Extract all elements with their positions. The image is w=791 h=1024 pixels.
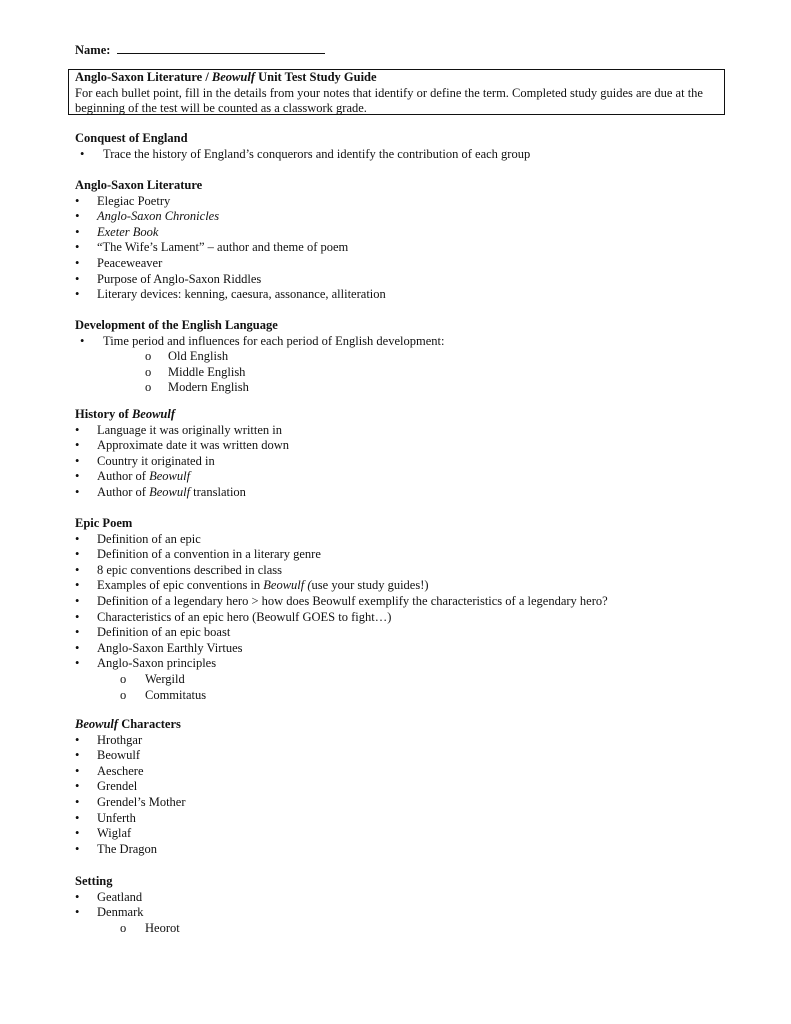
title-box bbox=[68, 69, 725, 115]
list-item: • Anglo-Saxon principles bbox=[75, 656, 735, 672]
sub-list bbox=[75, 672, 735, 703]
sub-list bbox=[75, 349, 735, 396]
sub-item: o Wergild bbox=[75, 672, 735, 688]
section-epic bbox=[75, 516, 735, 703]
section-literature bbox=[75, 178, 735, 303]
bullet-list bbox=[75, 890, 735, 921]
sub-item: o Commitatus bbox=[75, 688, 735, 704]
list-item: • Exeter Book bbox=[75, 225, 735, 241]
list-item: • Grendel’s Mother bbox=[75, 795, 735, 811]
sub-item: o Modern English bbox=[75, 380, 735, 396]
list-item: • 8 epic conventions described in class bbox=[75, 563, 735, 579]
item-part: Author of bbox=[97, 484, 150, 499]
item-italic: Beowulf bbox=[149, 484, 191, 499]
sub-list bbox=[75, 921, 735, 937]
list-item: • Anglo-Saxon Earthly Virtues bbox=[75, 641, 735, 657]
section-language bbox=[75, 318, 735, 396]
heading-part: Characters bbox=[118, 717, 181, 731]
list-item: • Definition of an epic boast bbox=[75, 625, 735, 641]
list-item: • Aeschere bbox=[75, 764, 735, 780]
bullet-list bbox=[75, 194, 735, 303]
list-item: • Definition of a legendary hero > how does Beowulf exemplify the characteristics of a legendary hero? bbox=[75, 594, 735, 610]
list-item: • Denmark bbox=[75, 905, 735, 921]
title-italic: Beowulf bbox=[211, 70, 255, 84]
list-item: • Trace the history of England’s conquerors and identify the contribution of each group bbox=[75, 147, 735, 163]
sub-item: o Heorot bbox=[75, 921, 735, 937]
section-heading: Anglo-Saxon Literature bbox=[75, 178, 203, 192]
name-label: Name: bbox=[75, 43, 111, 57]
item-italic: Beowulf bbox=[149, 469, 191, 484]
item-part: use your study guides!) bbox=[311, 578, 429, 593]
section-setting bbox=[75, 874, 735, 936]
item-part: translation bbox=[190, 484, 246, 499]
name-blank-line[interactable] bbox=[117, 41, 325, 54]
title-part: Anglo-Saxon Literature / bbox=[75, 70, 212, 84]
list-item: • Literary devices: kenning, caesura, assonance, alliteration bbox=[75, 287, 735, 303]
section-heading bbox=[75, 407, 735, 423]
section-characters bbox=[75, 717, 735, 857]
list-item: • Country it originated in bbox=[75, 454, 735, 470]
heading-italic: Beowulf bbox=[75, 717, 119, 731]
list-item: • Definition of a convention in a literary genre bbox=[75, 547, 735, 563]
sub-item: o Old English bbox=[75, 349, 735, 365]
instructions: For each bullet point, fill in the details from your notes that identify or define the term. Completed study guides are due at the beginning of the test will be counted as a classwork grade. bbox=[75, 85, 703, 116]
section-heading: Conquest of England bbox=[75, 131, 188, 145]
list-item: • Wiglaf bbox=[75, 826, 735, 842]
sub-item: o Middle English bbox=[75, 365, 735, 381]
guide-title bbox=[75, 70, 718, 86]
list-item: • Elegiac Poetry bbox=[75, 194, 735, 210]
list-item bbox=[75, 469, 735, 485]
list-item: • The Dragon bbox=[75, 842, 735, 858]
item-part: Examples of epic conventions in bbox=[97, 578, 264, 593]
bullet-list bbox=[75, 334, 735, 350]
list-item bbox=[75, 485, 735, 501]
section-heading: Epic Poem bbox=[75, 516, 133, 530]
heading-italic: Beowulf bbox=[131, 407, 175, 421]
section-heading bbox=[75, 717, 735, 733]
bullet-list bbox=[75, 532, 735, 672]
list-item: • Language it was originally written in bbox=[75, 423, 735, 439]
bullet-list bbox=[75, 733, 735, 858]
item-part: Author of bbox=[97, 469, 150, 484]
list-item: • Hrothgar bbox=[75, 733, 735, 749]
item-italic: Beowulf ( bbox=[263, 578, 312, 593]
list-item: • Geatland bbox=[75, 890, 735, 906]
list-item: • Approximate date it was written down bbox=[75, 438, 735, 454]
title-rest: Unit Test Study Guide bbox=[254, 70, 377, 84]
list-item: • Unferth bbox=[75, 811, 735, 827]
name-field bbox=[75, 41, 325, 59]
section-conquest bbox=[75, 131, 735, 162]
list-item: • Characteristics of an epic hero (Beowulf GOES to fight…) bbox=[75, 610, 735, 626]
section-heading: Setting bbox=[75, 874, 113, 888]
list-item: • Purpose of Anglo-Saxon Riddles bbox=[75, 272, 735, 288]
bullet-list bbox=[75, 423, 735, 501]
list-item: • Time period and influences for each period of English development: bbox=[75, 334, 735, 350]
list-item: • Peaceweaver bbox=[75, 256, 735, 272]
list-item bbox=[75, 578, 735, 594]
list-item: • Beowulf bbox=[75, 748, 735, 764]
list-item: • Definition of an epic bbox=[75, 532, 735, 548]
list-item: • “The Wife’s Lament” – author and theme of poem bbox=[75, 240, 735, 256]
list-item: • Anglo-Saxon Chronicles bbox=[75, 209, 735, 225]
section-history bbox=[75, 407, 735, 501]
section-heading: Development of the English Language bbox=[75, 318, 278, 332]
list-item: • Grendel bbox=[75, 779, 735, 795]
bullet-list bbox=[75, 147, 735, 163]
heading-part: History of bbox=[75, 407, 132, 421]
